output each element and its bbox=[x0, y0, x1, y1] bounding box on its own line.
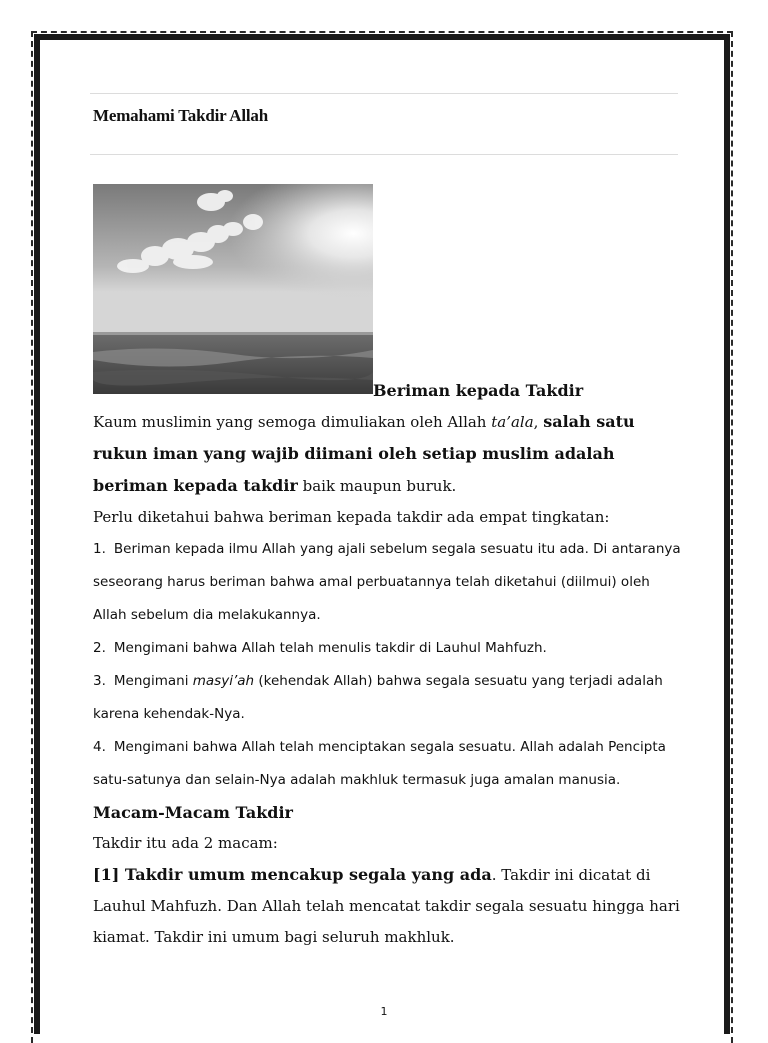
article-body bbox=[93, 375, 683, 953]
list-text: Mengimani bahwa Allah telah menciptakan segala sesuatu. Allah adalah Pencipta satu-satunya dan selain-Nya adalah makhluk termasuk juga amalan manusia. bbox=[93, 739, 666, 788]
list-text: Mengimani bbox=[113, 673, 193, 689]
type-1-text: . Takdir ini dicatat di Lauhul Mahfuzh. Dan Allah telah mencatat takdir segala sesuatu hingga hari kiamat. Takdir ini umum bagi seluruh makhluk. bbox=[93, 866, 680, 946]
intro-text-3: baik maupun buruk. bbox=[297, 477, 457, 495]
intro-text: Kaum muslimin yang semoga dimuliakan oleh Allah bbox=[93, 413, 492, 431]
list-number: 3. bbox=[93, 673, 106, 689]
list-item bbox=[93, 632, 683, 665]
heading-beriman-kepada-takdir: Beriman kepada Takdir bbox=[373, 381, 584, 400]
heading-macam-macam-takdir: Macam-Macam Takdir bbox=[93, 803, 293, 822]
list-item bbox=[93, 665, 683, 731]
type-1-paragraph bbox=[93, 859, 683, 953]
seascape-photo bbox=[93, 184, 373, 394]
intro-paragraph bbox=[93, 406, 683, 502]
list-item bbox=[93, 533, 683, 632]
list-number: 4. bbox=[93, 739, 106, 755]
list-number: 1. bbox=[93, 541, 106, 557]
list-text: Mengimani bahwa Allah telah menulis takdir di Lauhul Mahfuzh. bbox=[113, 640, 547, 656]
list-italic: masyi’ah bbox=[192, 673, 255, 689]
list-text: Beriman kepada ilmu Allah yang ajali sebelum segala sesuatu itu ada. Di antaranya seseorang harus beriman bahwa amal perbuatannya telah diketahui (diilmui) oleh Allah sebelum dia melakukannya. bbox=[93, 541, 681, 623]
list-number: 2. bbox=[93, 640, 106, 656]
divider-top bbox=[90, 93, 678, 94]
levels-list bbox=[93, 533, 683, 797]
levels-intro: Perlu diketahui bahwa beriman kepada takdir ada empat tingkatan: bbox=[93, 508, 610, 526]
divider-bottom bbox=[90, 154, 678, 155]
intro-text-2: , bbox=[533, 413, 544, 431]
document-title: Memahami Takdir Allah bbox=[93, 106, 268, 125]
page-number: 1 bbox=[380, 1005, 388, 1018]
intro-bold: salah satu rukun iman yang wajib diimani oleh setiap muslim adalah beriman kepada takdir bbox=[93, 412, 635, 495]
intro-italic: ta’ala bbox=[491, 413, 534, 431]
list-text-2: (kehendak Allah) bahwa segala sesuatu yang terjadi adalah karena kehendak-Nya. bbox=[93, 673, 663, 722]
type-1-bold: [1] Takdir umum mencakup segala yang ada bbox=[93, 865, 492, 884]
list-item bbox=[93, 731, 683, 797]
types-intro: Takdir itu ada 2 macam: bbox=[93, 834, 278, 852]
